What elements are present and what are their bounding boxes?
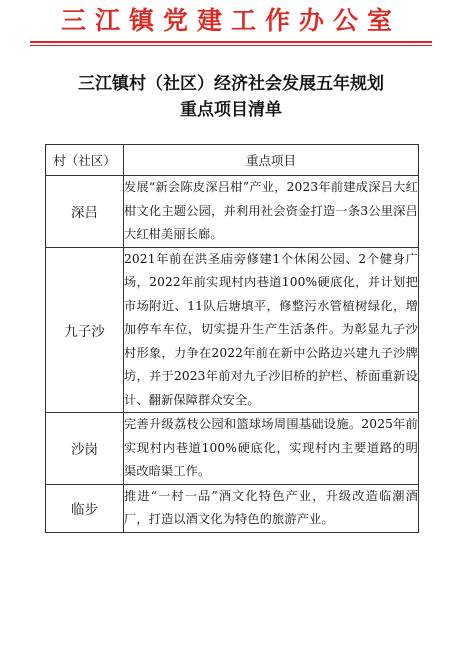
- table-row: [46, 484, 419, 532]
- document-title-line-2: 重点项目清单: [180, 100, 282, 120]
- document-title-line-1: 三江镇村（社区）经济社会发展五年规划: [78, 74, 384, 94]
- village-name: 沙岗: [46, 413, 124, 485]
- village-name: 九子沙: [46, 247, 124, 413]
- table-row: [46, 176, 419, 248]
- village-name: 临步: [46, 484, 124, 532]
- header-village: 村（社区）: [46, 145, 124, 176]
- masthead-rule-thin: [30, 45, 432, 46]
- project-description: 推进“一村一品”酒文化特色产业，升级改造临潮酒厂，打造以酒文化为特色的旅游产业。: [124, 484, 419, 532]
- masthead-rule-thick: [30, 41, 432, 43]
- project-description: 完善升级荔枝公园和篮球场周围基础设施。2025年前实现村内巷道100%硬底化，实现村内主要道路的明渠改暗渠工作。: [124, 413, 419, 485]
- project-description: 2021年前在洪圣庙旁修建1个休闲公园、2个健身广场，2022年前实现村内巷道100%硬底化，并计划把市场附近、11队后塘填平，修整污水管植树绿化，增加停车车位，切实提升生产生活条件。为彰显九子沙村形象，力争在2022年前在新中公路边兴建九子沙牌坊，并于2023年前对九子沙旧桥的护栏、桥面重新设计、翻新保障群众安全。: [124, 247, 419, 413]
- table-row: [46, 413, 419, 485]
- project-description: 发展“新会陈皮深吕柑”产业，2023年前建成深吕大红柑文化主题公园，并利用社会资金打造一条3公里深吕大红柑美丽长廊。: [124, 176, 419, 248]
- project-table: [45, 144, 419, 533]
- header-projects: 重点项目: [124, 145, 419, 176]
- table-header-row: [46, 145, 419, 176]
- masthead-title: 三江镇党建工作办公室: [60, 6, 401, 35]
- village-name: 深吕: [46, 176, 124, 248]
- table-row: [46, 247, 419, 413]
